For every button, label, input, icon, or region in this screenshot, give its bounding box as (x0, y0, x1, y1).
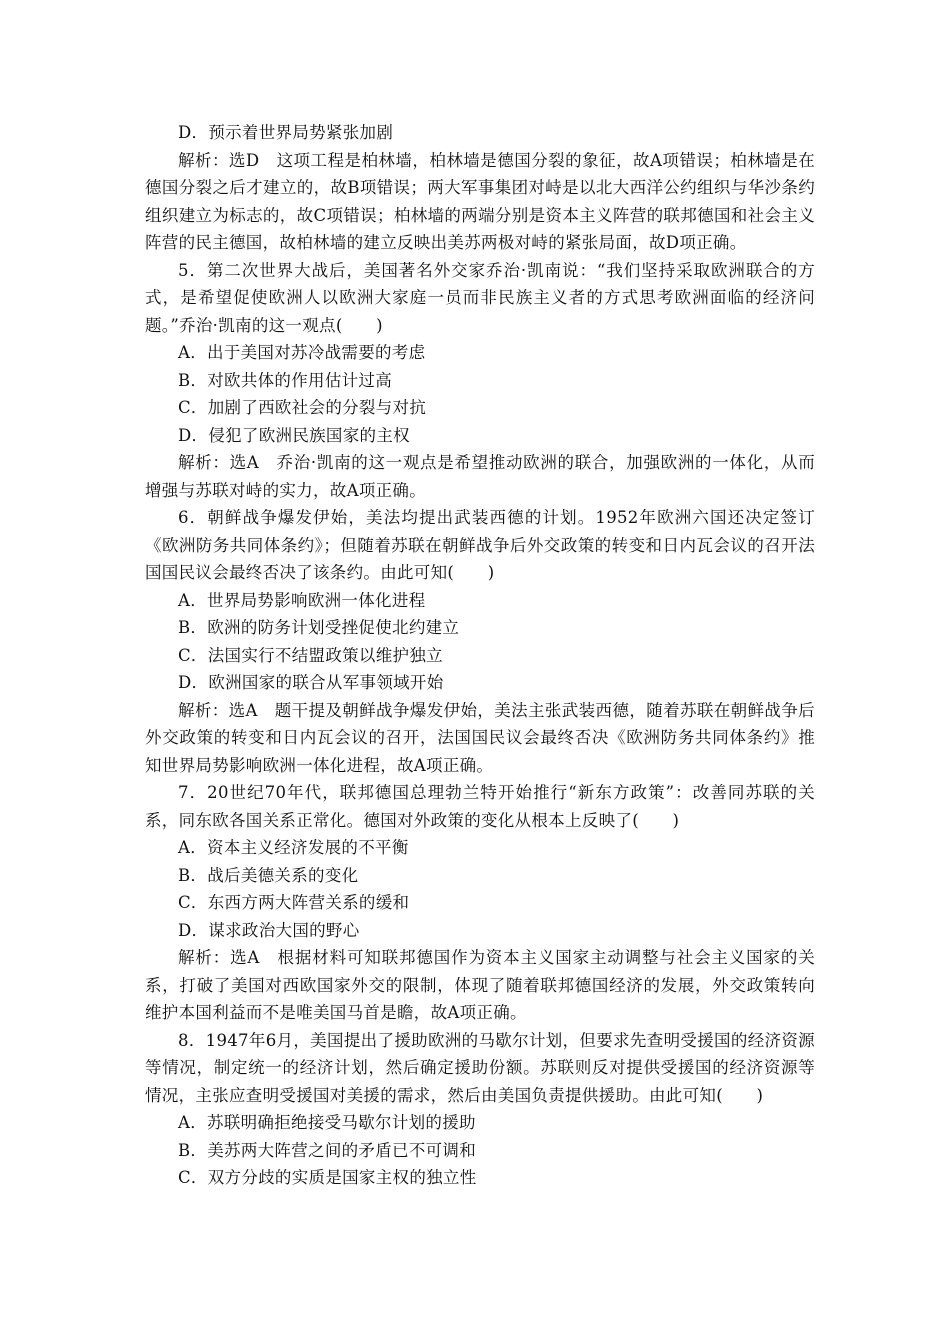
document-body (145, 119, 815, 1192)
q7-option-b: B．战后美德关系的变化 (178, 865, 359, 885)
q8-option-a: A．苏联明确拒绝接受马歇尔计划的援助 (178, 1113, 476, 1132)
q5-option-b: B．对欧共体的作用估计过高 (178, 370, 393, 390)
q7-option-d: D．谋求政治大国的野心 (178, 920, 360, 940)
q7-analysis: 解析：选A 根据材料可知联邦德国作为资本主义国家主动调整与社会主义国家的关系，打破了美国对西欧国家外交的限制，体现了随着联邦德国经济的发展，外交政策转向维护本国利益而不是唯美国马首是瞻，故A项正确。 (145, 948, 815, 1022)
q5-option-d: D．侵犯了欧洲民族国家的主权 (178, 425, 410, 445)
q7-option-c: C．东西方两大阵营关系的缓和 (178, 893, 410, 912)
q6-option-a: A．世界局势影响欧洲一体化进程 (178, 590, 426, 610)
q5-analysis: 解析：选A 乔治·凯南的这一观点是希望推动欧洲的联合，加强欧洲的一体化，从而增强与苏联对峙的实力，故A项正确。 (145, 453, 815, 500)
q7-option-a: A．资本主义经济发展的不平衡 (178, 838, 409, 857)
q6-option-b: B．欧洲的防务计划受挫促使北约建立 (178, 618, 460, 637)
q8-stem: 8．1947年6月，美国提出了援助欧洲的马歇尔计划，但要求先查明受援国的经济资源等情况，制定统一的经济计划，然后确定援助份额。苏联则反对提供受援国的经济资源等情况，主张应查明受援国对美援的需求，然后由美国负责提供援助。由此可知( ) (145, 1030, 815, 1105)
q8-option-c: C．双方分歧的实质是国家主权的独立性 (178, 1168, 477, 1187)
q7-stem: 7．20世纪70年代，联邦德国总理勃兰特开始推行“新东方政策”：改善同苏联的关系，同东欧各国关系正常化。德国对外政策的变化从根本上反映了( ) (145, 783, 815, 830)
q8-option-b: B．美苏两大阵营之间的矛盾已不可调和 (178, 1140, 477, 1160)
q5-stem: 5．第二次世界大战后，美国著名外交家乔治·凯南说：“我们坚持采取欧洲联合的方式，是希望促使欧洲人以欧洲大家庭一员而非民族主义者的方式思考欧洲面临的经济问题。”乔治·凯南的这一观点( ) (145, 260, 815, 335)
q6-analysis: 解析：选A 题干提及朝鲜战争爆发伊始，美法主张武装西德，随着苏联在朝鲜战争后外交政策的转变和日内瓦会议的召开，法国国民议会最终否决《欧洲防务共同体条约》推知世界局势影响欧洲一体化进程，故A项正确。 (145, 700, 815, 775)
q5-option-c: C．加剧了西欧社会的分裂与对抗 (178, 398, 427, 417)
q4-analysis: 解析：选D 这项工程是柏林墙，柏林墙是德国分裂的象征，故A项错误；柏林墙是在德国分裂之后才建立的，故B项错误；两大军事集团对峙是以北大西洋公约组织与华沙条约组织建立为标志的，故C项错误；柏林墙的两端分别是资本主义阵营的联邦德国和社会主义阵营的民主德国，故柏林墙的建立反映出美苏两极对峙的紧张局面，故D项正确。 (145, 150, 815, 252)
q4-option-d: D．预示着世界局势紧张加剧 (178, 123, 394, 142)
q6-stem: 6．朝鲜战争爆发伊始，美法均提出武装西德的计划。1952年欧洲六国还决定签订《欧洲防务共同体条约》；但随着苏联在朝鲜战争后外交政策的转变和日内瓦会议的召开法国国民议会最终否决了该条约。由此可知( ) (145, 508, 815, 582)
q5-option-a: A．出于美国对苏冷战需要的考虑 (178, 343, 426, 362)
q6-option-d: D．欧洲国家的联合从军事领域开始 (178, 673, 444, 692)
q6-option-c: C．法国实行不结盟政策以维护独立 (178, 645, 443, 665)
